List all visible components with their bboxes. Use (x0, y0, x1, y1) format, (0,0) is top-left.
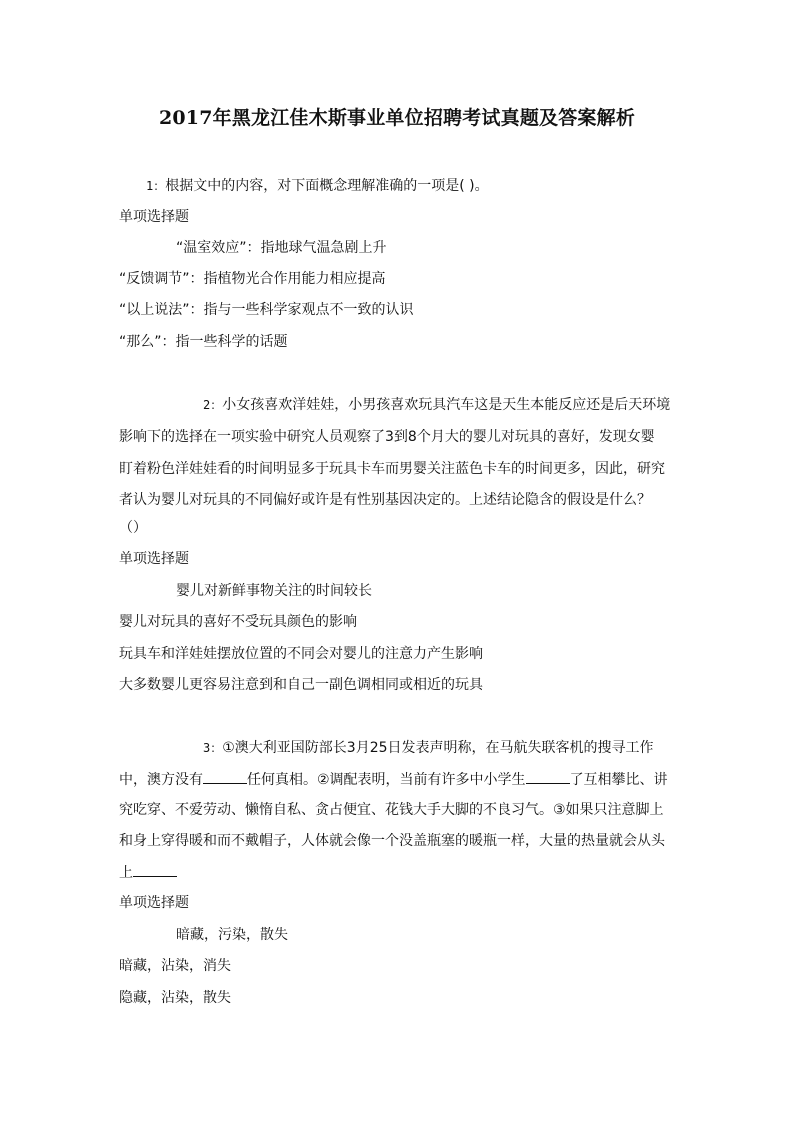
question-3-option-c: 隐藏，沾染，散失 (119, 990, 231, 1006)
fill-in-blank-1 (203, 769, 247, 784)
question-2-number: 2： (203, 398, 223, 412)
fill-in-blank-3 (133, 862, 177, 877)
question-2-text-1: 小女孩喜欢洋娃娃，小男孩喜欢玩具汽车这是天生本能反应还是后天环境 (222, 397, 671, 413)
question-1-option-d: “那么”：指一些科学的话题 (119, 334, 288, 350)
question-3-text-2b: 任何真相。②调配表明，当前有许多中小学生 (247, 772, 526, 788)
question-3-stem-line-2 (119, 769, 668, 790)
question-3-type: 单项选择题 (119, 895, 189, 911)
fill-in-blank-2 (526, 769, 570, 784)
question-2-option-a: 婴儿对新鲜事物关注的时间较长 (176, 583, 372, 599)
question-3-stem-line-3: 究吃穿、不爱劳动、懒惰自私、贪占便宜、花钱大手大脚的不良习气。③如果只注意脚上 (119, 802, 664, 818)
question-1-type: 单项选择题 (119, 209, 189, 225)
question-2-option-c: 玩具车和洋娃娃摆放位置的不同会对婴儿的注意力产生影响 (119, 646, 483, 662)
question-2-stem-line-4: 者认为婴儿对玩具的不同偏好或许是有性别基因决定的。上述结论隐含的假设是什么？ (119, 492, 651, 508)
question-3-number: 3： (203, 741, 223, 755)
question-2-stem-line-1 (203, 395, 670, 415)
question-3-text-5: 上 (119, 865, 133, 881)
question-1-option-c: “以上说法”：指与一些科学家观点不一致的认识 (119, 302, 414, 318)
question-3-stem-line-1 (203, 738, 654, 758)
question-3-text-2a: 中，澳方没有 (119, 772, 203, 788)
question-2-stem-line-3: 盯着粉色洋娃娃看的时间明显多于玩具卡车而男婴关注蓝色卡车的时间更多，因此，研究 (119, 461, 665, 477)
question-3-stem-line-4: 和身上穿得暖和而不戴帽子，人体就会像一个没盖瓶塞的暖瓶一样，大量的热量就会从头 (119, 833, 665, 849)
question-2-type: 单项选择题 (119, 551, 189, 567)
question-3-stem-line-5 (119, 862, 177, 883)
question-2-option-b: 婴儿对玩具的喜好不受玩具颜色的影响 (119, 614, 357, 630)
question-1-text: 根据文中的内容，对下面概念理解准确的一项是( )。 (165, 178, 489, 194)
question-3-option-a: 暗藏，污染，散失 (176, 927, 288, 943)
question-2-option-d: 大多数婴儿更容易注意到和自己一副色调相同或相近的玩具 (119, 677, 483, 693)
question-3-option-b: 暗藏，沾染，消失 (119, 958, 231, 974)
question-3-text-1: ①澳大利亚国防部长3月25日发表声明称，在马航失联客机的搜寻工作 (222, 740, 654, 756)
question-2-stem-line-5: （） (119, 520, 147, 536)
question-1-option-a: “温室效应”：指地球气温急剧上升 (176, 240, 387, 256)
document-title: 2017年黑龙江佳木斯事业单位招聘考试真题及答案解析 (158, 107, 636, 129)
question-3-text-2c: 了互相攀比、讲 (569, 772, 668, 788)
question-1-stem (146, 176, 489, 196)
question-2-stem-line-2: 影响下的选择在一项实验中研究人员观察了3到8个月大的婴儿对玩具的喜好，发现女婴 (119, 429, 655, 445)
question-1-number: 1： (146, 179, 166, 193)
question-1-option-b: “反馈调节”：指植物光合作用能力相应提高 (119, 271, 386, 287)
